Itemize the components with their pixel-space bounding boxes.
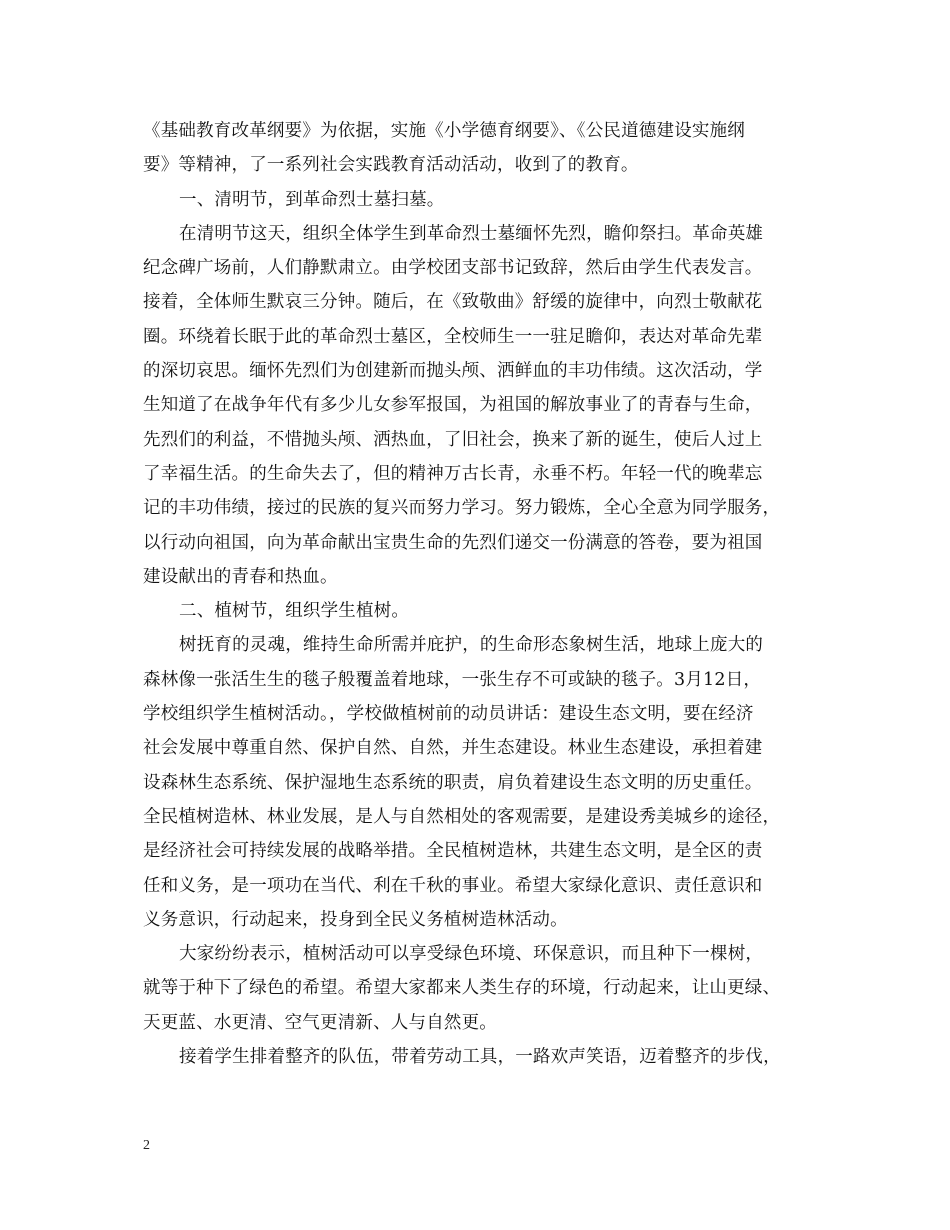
text-line: 是经济社会可持续发展的战略举措。全民植树造林，共建生态文明，是全区的责 [143, 841, 763, 862]
text-line: 天更蓝、水更清、空气更清新、人与自然更。 [143, 1012, 497, 1033]
document-body [143, 114, 823, 1074]
text-line: 社会发展中尊重自然、保护自然、自然，并生态建设。林业生态建设，承担着建 [143, 738, 763, 759]
text-line: 生知道了在战争年代有多少儿女参军报国，为祖国的解放事业了的青春与生命， [143, 395, 763, 416]
text-line: 义务意识，行动起来，投身到全民义务植树造林活动。 [143, 909, 568, 930]
text-line: 任和义务，是一项功在当代、利在千秋的事业。希望大家绿化意识、责任意识和 [143, 875, 763, 896]
text-line: 设森林生态系统、保护湿地生态系统的职责，肩负着建设生态文明的历史重任。 [143, 772, 763, 793]
text-line: 《基础教育改革纲要》为依据，实施《小学德育纲要》、《公民道德建设实施纲 [143, 121, 745, 141]
text-line: 记的丰功伟绩，接过的民族的复兴而努力学习。努力锻炼，全心全意为同学服务， [143, 498, 781, 519]
text-line: 了幸福生活。的生命失去了，但的精神万古长青，永垂不朽。年轻一代的晚辈忘 [143, 463, 763, 484]
text-line: 大家纷纷表示，植树活动可以享受绿色环境、环保意识，而且种下一棵树， [179, 944, 764, 965]
text-line: 的深切哀思。缅怀先烈们为创建新而抛头颅、洒鲜血的丰功伟绩。这次活动，学 [143, 361, 763, 382]
text-line: 就等于种下了绿色的希望。希望大家都来人类生存的环境，行动起来，让山更绿、 [143, 978, 781, 999]
text-line: 在清明节这天，组织全体学生到革命烈士墓缅怀先烈，瞻仰祭扫。革命英雄 [179, 223, 764, 244]
text-line: 圈。环绕着长眠于此的革命烈士墓区，全校师生一一驻足瞻仰，表达对革命先辈 [143, 326, 763, 347]
text-line: 二、植树节，组织学生植树。 [179, 601, 410, 622]
text-line: 接着，全体师生默哀三分钟。随后，在《致敬曲》舒缓的旋律中，向烈士敬献花 [143, 292, 763, 313]
text-line: 先烈们的利益，不惜抛头颅、洒热血，了旧社会，换来了新的诞生，使后人过上 [143, 429, 763, 450]
page-number: 2 [143, 1138, 150, 1153]
text-line: 以行动向祖国，向为革命献出宝贵生命的先烈们递交一份满意的答卷，要为祖国 [143, 532, 763, 553]
text-line: 建设献出的青春和热血。 [143, 566, 338, 587]
text-line: 全民植树造林、林业发展，是人与自然相处的客观需要，是建设秀美城乡的途径， [143, 806, 781, 827]
text-line: 接着学生排着整齐的队伍，带着劳动工具，一路欢声笑语，迈着整齐的步伐， [179, 1047, 781, 1068]
text-line: 森林像一张活生生的毯子般覆盖着地球，一张生存不可或缺的毯子。3月12日， [143, 669, 762, 690]
text-line: 树抚育的灵魂，维持生命所需并庇护，的生命形态象树生活，地球上庞大的 [179, 635, 764, 656]
text-line: 学校组织学生植树活动。，学校做植树前的动员讲话：建设生态文明，要在经济 [143, 704, 754, 725]
text-line: 纪念碑广场前，人们静默肃立。由学校团支部书记致辞，然后由学生代表发言。 [143, 258, 763, 279]
text-line: 一、清明节，到革命烈士墓扫墓。 [179, 189, 445, 210]
text-line: 要》等精神，了一系列社会实践教育活动活动，收到了的教育。 [143, 155, 639, 176]
